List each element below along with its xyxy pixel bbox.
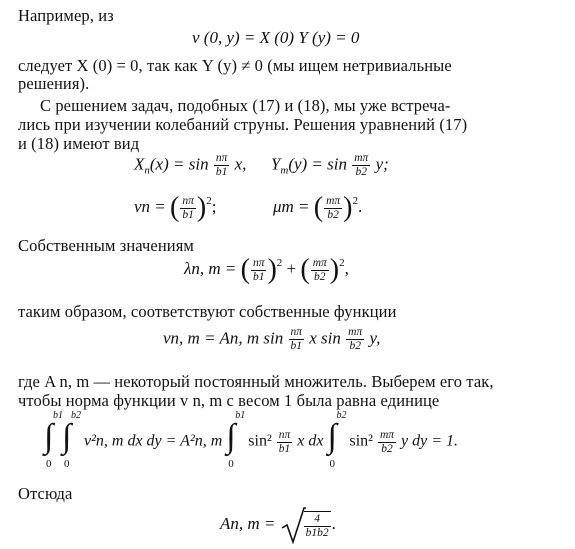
text-line-constant: где A n, m — некоторый постоянный множитель. Выберем его так, [18,372,494,391]
integral-upper-limit: b2 [336,410,347,421]
paren-close: ) [267,254,277,285]
formula-part: x dx [297,432,324,450]
denominator: b1 [290,340,302,352]
formula-part: y dy = 1. [401,432,459,450]
numerator: nπ [215,152,228,164]
integral-lower-limit: 0 [329,458,335,470]
integral-lower-limit: 0 [64,458,70,470]
subscript-m: m [280,164,289,177]
formula-part: sin² [248,432,272,450]
formula-part: y; [375,154,389,174]
fraction-4-b1b2 [304,511,331,540]
denominator: b1b2 [305,526,329,539]
fraction-mpi-b2 [324,195,342,222]
subscript-n: n [144,164,150,177]
numerator: mπ [348,326,363,338]
fraction-npi-b1 [289,326,305,353]
formula-eigenfunctions-xy [134,152,389,179]
integral-sign-inner: b2 ∫ 0 [62,410,81,470]
formula-constant-value: An, m = $\frac{4}{b1b2}$ . [220,506,336,544]
symbol-mu: μm = [272,196,314,216]
paren-open: ( [170,192,180,223]
numerator: nπ [252,256,265,269]
denominator: b1 [215,166,228,178]
denominator: b2 [349,340,361,352]
text-line-consequence-cont: решения). [18,74,90,93]
text-line-intro: Например, из [18,6,114,25]
integral-sign-y: b2 ∫ 0 [327,410,347,470]
text-line-eigenvalues: Собственным значениям [18,236,194,255]
fraction-npi-b1 [251,257,267,284]
numerator: nπ [182,194,194,207]
text-line-solutions-1: С решением задач, подобных (17) и (18), мы уже встреча- [40,96,451,115]
text-line-solutions-3: и (18) имеют вид [18,134,140,153]
formula-part: v²n, m dx dy = A²n, m [84,432,223,450]
integral-lower-limit: 0 [46,458,52,470]
exponent: 2 [206,194,212,207]
symbol-Y: Y [270,154,281,174]
numerator: mπ [326,194,341,207]
paren-open: ( [240,254,250,285]
integral-lower-limit: 0 [228,458,234,470]
numerator: mπ [354,152,369,164]
formula-part: (x) = sin [149,154,209,174]
integral-upper-limit: b1 [235,410,246,421]
denominator: b1 [182,208,194,221]
formula-part: x, [234,154,247,174]
integral-upper-limit: b2 [71,410,81,421]
integral-sign-outer: b1 ∫ 0 [44,410,63,470]
paren-open: ( [300,254,310,285]
formula-part: vn, m = An, m sin [163,328,284,348]
symbol-nu: νn = [134,196,171,216]
formula-vnm [163,326,380,353]
paren-close: ) [196,192,207,223]
fraction-mpi-b2 [378,429,396,456]
radical-sign-icon [280,506,306,544]
fraction-mpi-b2 [346,326,364,353]
formula-nu-mu: νn = ( $\frac{n\pi}{b1}$ )$^2$; μm = ( $\frac{m\pi}{b2}$ )$^2$. [134,192,363,223]
text-line-hence: Отсюда [18,484,73,503]
formula-part: (y) = sin [288,154,347,174]
fraction-mpi-b2 [352,152,370,179]
paren-open: ( [313,192,324,223]
fraction-npi-b1 [214,152,230,179]
text-line-solutions-2: лись при изучении колебаний струны. Решения уравнений (17) [18,115,468,134]
denominator: b1 [252,270,265,283]
fraction-npi-b1 [277,429,293,456]
symbol-X: X [134,154,145,174]
denominator: b2 [381,442,393,455]
numerator: nπ [290,326,303,338]
formula-part: sin² [349,432,373,450]
denominator: b2 [327,208,339,221]
numerator: mπ [312,256,327,269]
text-line-norm: чтобы норма функции v n, m с весом 1 была равна единице [18,391,440,410]
integral-upper-limit: b1 [53,410,63,421]
formula-part: y, [369,328,381,348]
formula-norm-integral [44,412,458,472]
denominator: b1 [278,442,291,455]
denominator: b2 [355,166,368,178]
symbol-lambda: λn, m = [184,258,241,278]
paren-close: ) [329,254,340,285]
paren-close: ) [343,192,353,223]
text-line-eigenfunctions: таким образом, соответствуют собственные функции [18,302,397,321]
fraction-mpi-b2 [311,257,329,284]
exponent: 2 [352,194,358,207]
integral-sign-x: b1 ∫ 0 [226,410,246,470]
numerator: mπ [379,428,395,441]
fraction-npi-b1 [180,195,196,222]
numerator: 4 [304,513,331,527]
formula-lambda: λn, m = ( $\frac{n\pi}{b1}$ )$^2$ + ( $\frac{m\pi}{b2}$ )$^2$, [184,254,349,285]
numerator: nπ [278,428,291,441]
formula-part: x sin [309,328,341,348]
formula-boundary-condition: v (0, y) = X (0) Y (y) = 0 [192,28,360,47]
formula-part: An, m = [220,513,280,533]
denominator: b2 [314,270,326,283]
square-root [280,506,332,544]
text-line-consequence: следует X (0) = 0, так как Y (y) ≠ 0 (мы ищем нетривиальные [18,56,452,75]
